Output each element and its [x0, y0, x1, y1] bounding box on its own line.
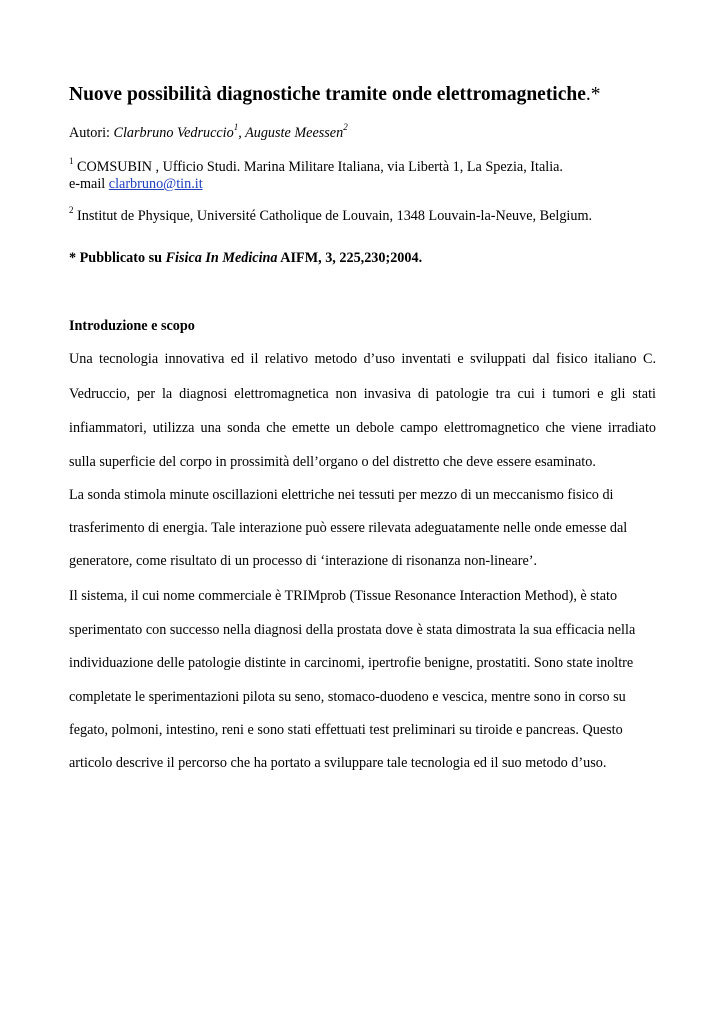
body-line: sperimentato con successo nella diagnosi della prostata dove è stata dimostrata la sua efficacia nella [69, 622, 636, 638]
body-line: Il sistema, il cui nome commerciale è TRIMprob (Tissue Resonance Interaction Method), è stato [69, 588, 618, 604]
authors-line [69, 124, 348, 142]
affiliation-1-text: COMSUBIN , Ufficio Studi. Marina Militare Italiana, via Libertà 1, La Spezia, Italia. [73, 159, 563, 175]
paper-title-marker: .* [585, 84, 601, 105]
body-line: Una tecnologia innovativa ed il relativo metodo d’uso inventati e sviluppati dal fisico italiano C. [69, 351, 656, 367]
authors-label: Autori: [69, 125, 114, 141]
email-label: e-mail [69, 176, 109, 192]
body-line: sulla superficie del corpo in prossimità dell’organo o del distretto che deve essere esaminato. [69, 454, 596, 470]
body-line: infiammatori, utilizza una sonda che emette un debole campo elettromagnetico che viene irradiato [69, 420, 656, 436]
paper-title-text: Nuove possibilità diagnostiche tramite onde elettromagnetiche [69, 84, 586, 105]
affiliation-1-email-line [69, 175, 203, 193]
body-line: fegato, polmoni, intestino, reni e sono stati effettuati test preliminari su tiroide e pancreas. Questo [69, 722, 623, 738]
body-line: Vedruccio, per la diagnosi elettromagnetica non invasiva di patologie tra cui i tumori e gli stati [69, 386, 656, 402]
affiliation-2 [69, 207, 592, 225]
body-line: articolo descrive il percorso che ha portato a sviluppare tale tecnologia ed il suo metodo d’uso. [69, 755, 607, 771]
paper-title [69, 84, 601, 106]
author-1: Clarbruno Vedruccio [113, 125, 234, 141]
body-line: individuazione delle patologie distinte in carcinomi, ipertrofie benigne, prostatiti. Sono state inoltre [69, 655, 634, 671]
publication-journal: Fisica In Medicina [165, 250, 278, 266]
affiliation-2-text: Institut de Physique, Université Catholique de Louvain, 1348 Louvain-la-Neuve, Belgium. [73, 208, 593, 224]
author-separator: , [238, 125, 246, 141]
affiliation-2-sup: 2 [69, 205, 74, 216]
author-2: Auguste Meessen [245, 125, 344, 141]
author-2-sup: 2 [343, 122, 348, 133]
publication-details: AIFM, 3, 225,230;2004. [277, 250, 423, 266]
author-1-sup: 1 [233, 122, 239, 133]
body-line: trasferimento di energia. Tale interazione può essere rilevata adeguatamente nelle onde emesse dal [69, 520, 628, 536]
publication-note [69, 249, 422, 267]
body-line: generatore, come risultato di un processo di ‘interazione di risonanza non-lineare’. [69, 553, 538, 569]
email-link[interactable]: clarbruno@tin.it [108, 176, 203, 192]
body-line: completate le sperimentazioni pilota su seno, stomaco-duodeno e vescica, mentre sono in corso su [69, 689, 626, 705]
affiliation-1-sup: 1 [69, 156, 74, 167]
publication-prefix: * Pubblicato su [69, 250, 166, 266]
body-line: La sonda stimola minute oscillazioni elettriche nei tessuti per mezzo di un meccanismo fisico di [69, 487, 614, 503]
affiliation-1 [69, 158, 563, 176]
section-heading: Introduzione e scopo [69, 318, 195, 334]
